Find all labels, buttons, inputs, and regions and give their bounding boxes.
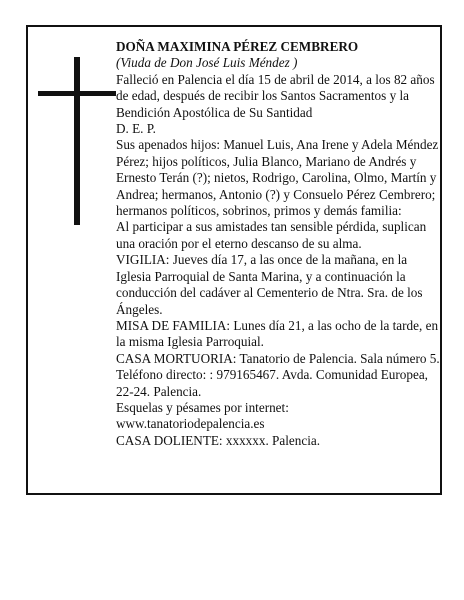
mourning-house: CASA DOLIENTE: xxxxxx. Palencia.	[116, 432, 321, 448]
obituary-notice	[26, 25, 442, 495]
mass-info: MISA DE FAMILIA: Lunes día 21, a las ocho de la tarde, en la misma Iglesia Parroquial.	[116, 317, 439, 350]
online-condolences: Esquelas y pésames por internet: www.tanatoriodepalencia.es	[116, 399, 289, 432]
family-list: Sus apenados hijos: Manuel Luis, Ana Irene y Adela Méndez Pérez; hijos políticos, Julia Blanco, Mariano de Andrés y Ernesto Terán (?); nietos, Rodrigo, Carolina, Olmo, Martín y Andrea; hermanos, Antonio (?) y Consuelo Pérez Cembrero; hermanos políticos, sobrinos, primos y demás familia:	[116, 137, 439, 219]
dep-line: D. E. P.	[116, 121, 156, 137]
vigil-info: VIGILIA: Jueves día 17, a las once de la mañana, en la Iglesia Parroquial de Santa Marina, y a continuación la conducción del cadáver al Cementerio de Ntra. Sra. de los Ángeles.	[116, 252, 423, 317]
deceased-name: DOÑA MAXIMINA PÉREZ CEMBRERO	[116, 39, 359, 54]
death-notice: Falleció en Palencia el día 15 de abril de 2014, a los 82 años de edad, después de recibir los Santos Sacramentos y la Bendición Apostólica de Su Santidad	[116, 71, 435, 120]
spouse-line: (Viuda de Don José Luis Méndez )	[116, 55, 298, 71]
cross-icon	[38, 57, 116, 225]
prayer-request: Al participar a sus amistades tan sensible pérdida, suplican una oración por el eterno descanso de su alma.	[116, 219, 427, 251]
funeral-home-info: CASA MORTUORIA: Tanatorio de Palencia. Sala número 5. Teléfono directo: : 979165467. Avda. Comunidad Europea, 22-24. Palencia.	[116, 350, 440, 399]
obituary-text	[116, 39, 440, 449]
